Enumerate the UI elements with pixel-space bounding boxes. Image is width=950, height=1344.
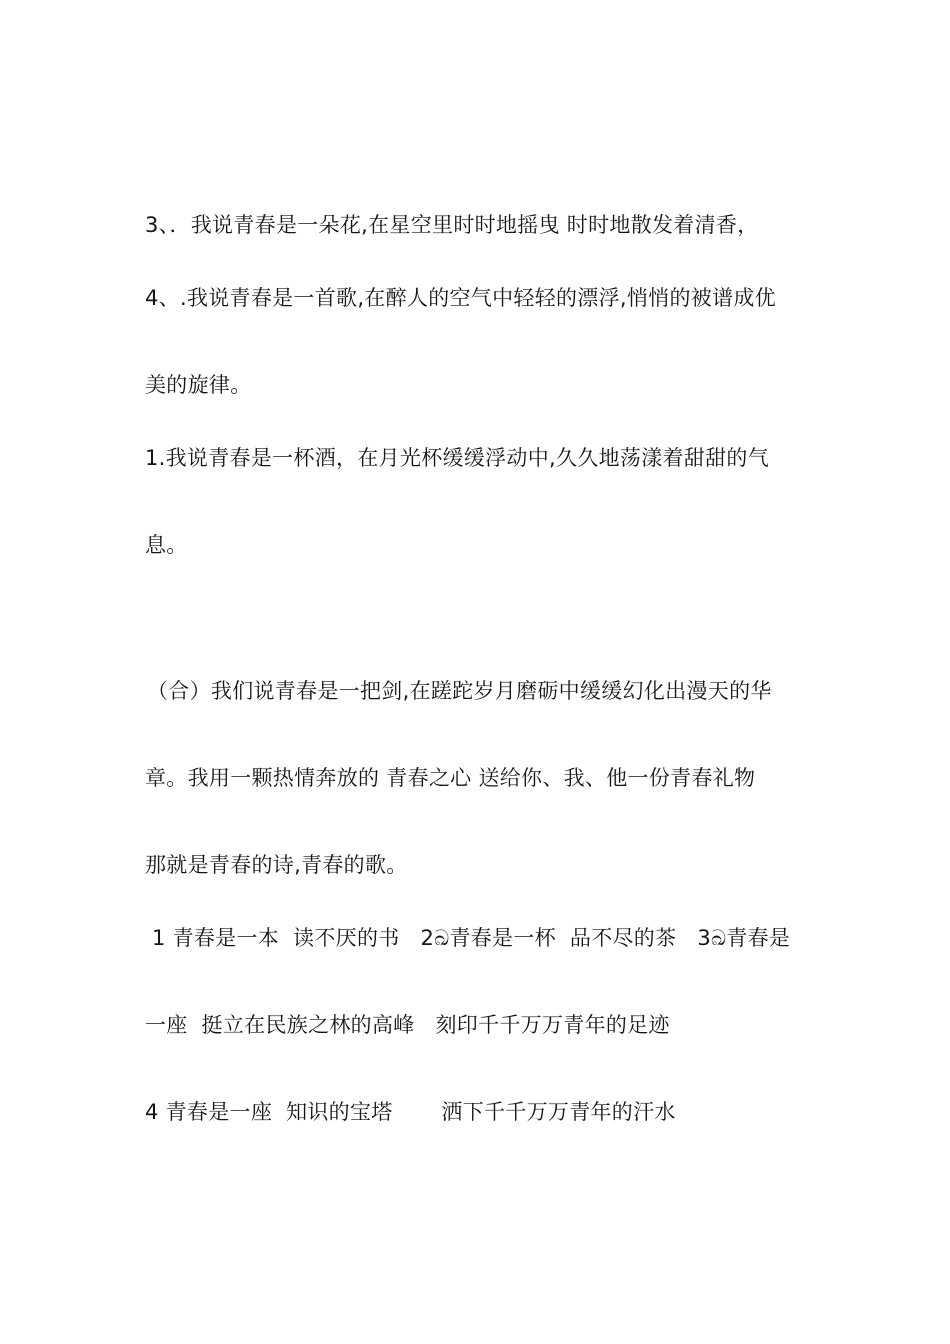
text-line: 美的旋律。 (145, 373, 252, 397)
text-line: 那就是青春的诗,青春的歌。 (145, 853, 408, 877)
text-line: 息。 (145, 533, 188, 557)
text-line: 章。我用一颗热情奔放的 青春之心 送给你、我、他一份青春礼物 (145, 766, 756, 790)
text-line: 3、．我说青春是一朵花,在星空里时时地摇曳 时时地散发着清香， (145, 213, 759, 237)
text-line: 4、.我说青春是一首歌,在醉人的空气中轻轻的漂浮,悄悄的被谱成优 (145, 286, 776, 310)
text-line: （合）我们说青春是一把剑,在蹉跎岁月磨砺中缓缓幻化出漫天的华 (147, 679, 772, 703)
text-line: 1.我说青春是一杯酒，在月光杯缓缓浮动中,久久地荡漾着甜甜的气 (145, 446, 770, 470)
text-line: 4 青春是一座 知识的宝塔 洒下千千万万青年的汗水 (145, 1100, 676, 1124)
text-line: 一座 挺立在民族之林的高峰 刻印千千万万青年的足迹 (145, 1013, 670, 1037)
text-line: 1 青春是一本 读不厌的书 2ඛ青春是一杯 品不尽的茶 3ඛ青春是 (145, 926, 791, 950)
